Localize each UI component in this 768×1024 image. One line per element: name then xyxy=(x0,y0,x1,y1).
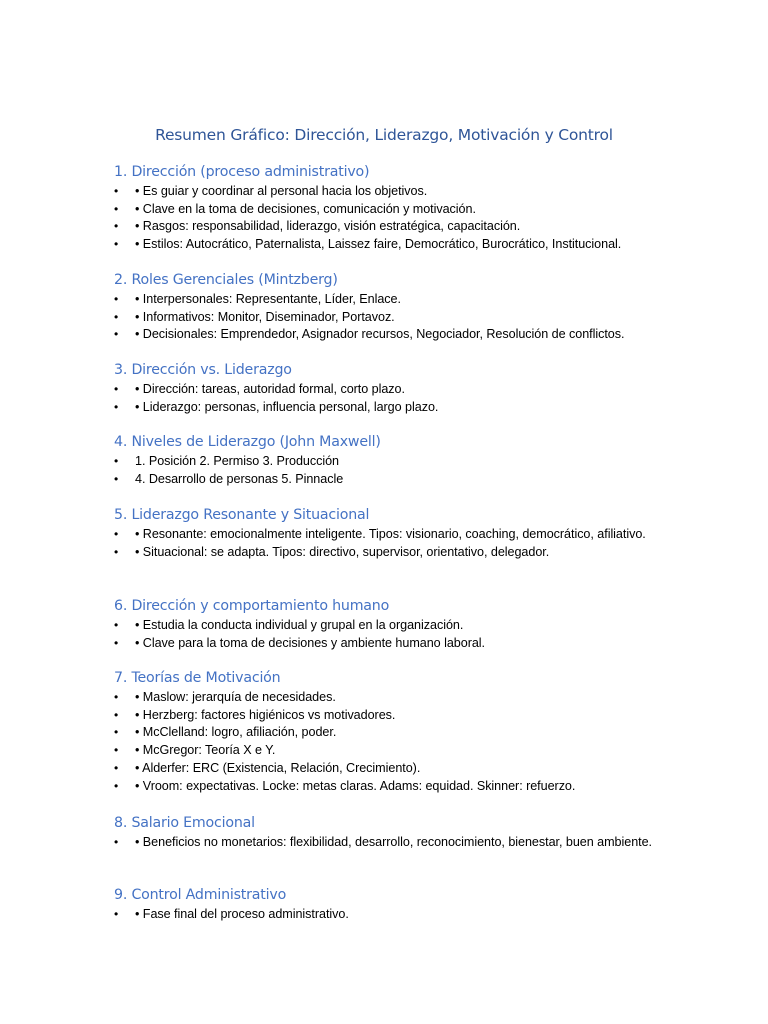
section-niveles-liderazgo xyxy=(114,432,674,488)
section-heading: 7. Teorías de Motivación xyxy=(114,670,281,686)
list-item xyxy=(114,544,674,562)
bullet-icon: • xyxy=(114,778,119,793)
list-item-text: 4. Desarrollo de personas 5. Pinnacle xyxy=(135,471,344,486)
list-item xyxy=(114,742,674,760)
list-item-text: • Dirección: tareas, autoridad formal, corto plazo. xyxy=(135,382,405,396)
list-item-text: • Clave para la toma de decisiones y ambiente humano laboral. xyxy=(135,635,485,650)
section-heading: 8. Salario Emocional xyxy=(114,815,255,831)
list-item-text: • Resonante: emocionalmente inteligente. Tipos: visionario, coaching, democrático, afiliativo. xyxy=(135,527,646,541)
list-item-text: • Clave en la toma de decisiones, comunicación y motivación. xyxy=(135,201,476,216)
bullet-list xyxy=(114,453,674,488)
bullet-icon: • xyxy=(114,743,119,758)
section-heading: 5. Liderazgo Resonante y Situacional xyxy=(114,507,370,523)
list-item xyxy=(114,724,674,742)
list-item-text: • Situacional: se adapta. Tipos: directivo, supervisor, orientativo, delegador. xyxy=(135,544,550,559)
section-control-administrativo xyxy=(114,885,674,924)
bullet-icon: • xyxy=(114,618,119,632)
bullet-icon: • xyxy=(114,527,119,541)
list-item-text: • Herzberg: factores higiénicos vs motivadores. xyxy=(135,707,396,722)
bullet-list xyxy=(114,689,674,795)
list-item xyxy=(114,778,674,796)
list-item xyxy=(114,218,674,236)
section-comportamiento-humano xyxy=(114,596,674,652)
section-heading: 9. Control Administrativo xyxy=(114,887,287,903)
bullet-icon: • xyxy=(114,382,119,396)
section-liderazgo-resonante xyxy=(114,505,674,561)
list-item xyxy=(114,326,674,344)
section-heading: 3. Dirección vs. Liderazgo xyxy=(114,362,292,378)
list-item-text: 1. Posición 2. Permiso 3. Producción xyxy=(135,454,339,468)
bullet-list xyxy=(114,526,674,561)
bullet-list xyxy=(114,834,674,852)
bullet-icon: • xyxy=(114,544,119,559)
bullet-list xyxy=(114,291,674,344)
list-item xyxy=(114,381,674,399)
list-item xyxy=(114,201,674,219)
list-item-text: • Alderfer: ERC (Existencia, Relación, Crecimiento). xyxy=(135,760,421,775)
list-item-text: • McClelland: logro, afiliación, poder. xyxy=(135,725,337,740)
list-item xyxy=(114,399,674,417)
section-direccion-vs-liderazgo xyxy=(114,360,674,416)
list-item xyxy=(114,906,674,924)
bullet-icon: • xyxy=(114,292,119,306)
list-item xyxy=(114,526,674,544)
list-item xyxy=(114,617,674,635)
bullet-icon: • xyxy=(114,707,119,722)
list-item xyxy=(114,183,674,201)
bullet-icon: • xyxy=(114,835,119,849)
document-title: Resumen Gráfico: Dirección, Liderazgo, Motivación y Control xyxy=(155,126,613,144)
bullet-icon: • xyxy=(114,760,119,775)
section-heading: 1. Dirección (proceso administrativo) xyxy=(114,164,370,180)
list-item-text: • Informativos: Monitor, Diseminador, Portavoz. xyxy=(135,309,395,324)
bullet-icon: • xyxy=(114,454,119,468)
list-item-text: • McGregor: Teoría X e Y. xyxy=(135,743,276,758)
bullet-icon: • xyxy=(114,725,119,740)
section-teorias-motivacion xyxy=(114,668,674,795)
bullet-icon: • xyxy=(114,399,119,414)
list-item-text: • Es guiar y coordinar al personal hacia los objetivos. xyxy=(135,184,428,198)
bullet-icon: • xyxy=(114,327,119,342)
bullet-list xyxy=(114,617,674,652)
bullet-icon: • xyxy=(114,635,119,650)
list-item xyxy=(114,834,674,852)
bullet-list xyxy=(114,183,674,254)
bullet-list xyxy=(114,381,674,416)
list-item-text: • Fase final del proceso administrativo. xyxy=(135,907,349,921)
list-item-text: • Interpersonales: Representante, Líder, Enlace. xyxy=(135,292,401,306)
bullet-icon: • xyxy=(114,907,119,921)
list-item-text: • Vroom: expectativas. Locke: metas claras. Adams: equidad. Skinner: refuerzo. xyxy=(135,778,576,793)
list-item-text: • Rasgos: responsabilidad, liderazgo, visión estratégica, capacitación. xyxy=(135,219,521,234)
list-item xyxy=(114,635,674,653)
bullet-icon: • xyxy=(114,219,119,234)
section-heading: 2. Roles Gerenciales (Mintzberg) xyxy=(114,272,338,288)
section-salario-emocional xyxy=(114,813,674,852)
list-item-text: • Liderazgo: personas, influencia personal, largo plazo. xyxy=(135,399,439,414)
bullet-icon: • xyxy=(114,690,119,704)
bullet-icon: • xyxy=(114,309,119,324)
list-item-text: • Decisionales: Emprendedor, Asignador recursos, Negociador, Resolución de conflictos. xyxy=(135,327,625,342)
list-item xyxy=(114,236,674,254)
list-item-text: • Beneficios no monetarios: flexibilidad, desarrollo, reconocimiento, bienestar, buen ambiente. xyxy=(135,835,652,849)
bullet-icon: • xyxy=(114,184,119,198)
list-item xyxy=(114,471,674,489)
section-direccion xyxy=(114,162,674,254)
list-item-text: • Estilos: Autocrático, Paternalista, Laissez faire, Democrático, Burocrático, Institucional. xyxy=(135,237,622,252)
list-item xyxy=(114,760,674,778)
bullet-icon: • xyxy=(114,201,119,216)
section-heading: 6. Dirección y comportamiento humano xyxy=(114,598,390,614)
bullet-list xyxy=(114,906,674,924)
list-item xyxy=(114,309,674,327)
list-item xyxy=(114,689,674,707)
section-heading: 4. Niveles de Liderazgo (John Maxwell) xyxy=(114,434,381,450)
list-item-text: • Estudia la conducta individual y grupal en la organización. xyxy=(135,618,464,632)
bullet-icon: • xyxy=(114,237,119,252)
list-item xyxy=(114,291,674,309)
list-item xyxy=(114,707,674,725)
list-item-text: • Maslow: jerarquía de necesidades. xyxy=(135,690,336,704)
list-item xyxy=(114,453,674,471)
bullet-icon: • xyxy=(114,471,119,486)
section-roles-gerenciales xyxy=(114,270,674,344)
